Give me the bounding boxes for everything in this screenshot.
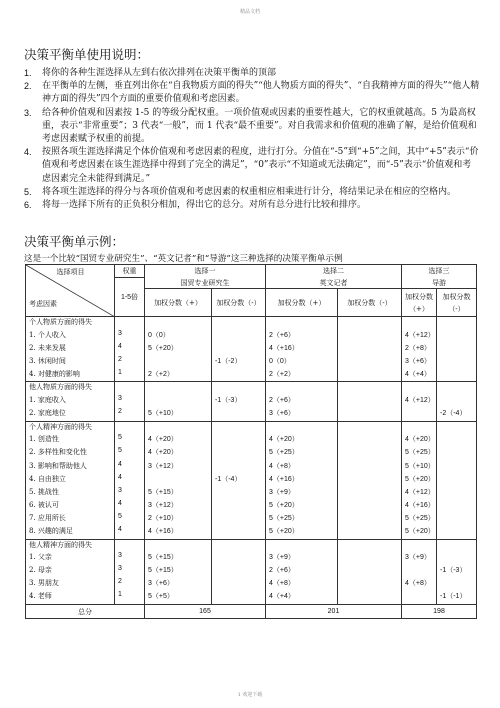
choice-3-minus-score	[437, 434, 477, 447]
choice-2-minus-score	[338, 408, 402, 421]
factor-label: 3. 影响和帮助他人	[26, 461, 115, 474]
empty-cell	[212, 382, 266, 395]
choice-3-minus-score	[437, 578, 477, 591]
instruction-text: 给各种价值观和因素按 1-5 的等级分配权重。一项价值观或因素的重要性越大，它的权重就越高。5 为最高权重，表示“非常重要”；3 代表“一般”，而 1 代表“最不重要”。对自我需求和价值观的准确了解，是给价值观和考虑因素赋予权重的前提。	[42, 107, 477, 145]
choice-3-plus-score	[402, 565, 437, 578]
instruction-item	[24, 186, 480, 199]
total-choice-1: 165	[145, 605, 266, 619]
header-choice-item: 选择项目	[56, 268, 85, 276]
factor-label: 2. 未来发展	[26, 343, 115, 356]
table-row	[26, 369, 477, 382]
empty-cell	[266, 539, 338, 552]
header-minus-score-choice-3: 加权分数（-）	[437, 289, 477, 317]
weight-value: 2	[115, 408, 145, 421]
choice-1-minus-score	[212, 552, 266, 565]
choice-1-plus-score: 2（+10）	[145, 513, 212, 526]
choice-2-minus-score	[338, 447, 402, 460]
factor-label: 1. 父亲	[26, 552, 115, 565]
empty-cell	[437, 539, 477, 552]
choice-3-minus-score	[437, 526, 477, 539]
choice-2-minus-score	[338, 461, 402, 474]
table-row	[26, 474, 477, 487]
table-row	[26, 447, 477, 460]
total-label: 总分	[26, 605, 145, 619]
choice-3-plus-score: 2（+8）	[402, 343, 437, 356]
weight-value: 3	[115, 565, 145, 578]
instruction-text: 将每一选择下所有的正负积分相加，得出它的总分。对所有总分进行比较和排序。	[42, 200, 367, 211]
header-factors: 考虑因素	[29, 300, 57, 308]
empty-cell	[402, 382, 437, 395]
empty-cell	[437, 421, 477, 434]
factor-label: 2. 多样性和变化性	[26, 447, 115, 460]
header-minus-score-choice-2: 加权分数（-）	[338, 289, 402, 317]
page-title: 决策平衡单使用说明：	[24, 47, 150, 62]
section-title: 个人物质方面的得失	[26, 317, 115, 330]
choice-2-minus-score	[338, 395, 402, 408]
choice-3-minus-score	[437, 356, 477, 369]
choice-2-plus-score: 4（+8）	[266, 461, 338, 474]
section-title: 个人精神方面的得失	[26, 421, 115, 434]
instruction-number: 6.	[24, 200, 32, 211]
choice-3-minus-score: -1（-1）	[437, 591, 477, 604]
weight-value: 4	[115, 461, 145, 474]
choice-3-minus-score	[437, 447, 477, 460]
choice-2-minus-score	[338, 356, 402, 369]
empty-cell	[338, 317, 402, 330]
header-plus-score-choice-3: 加权分数（+）	[402, 289, 437, 317]
instruction-text: 按照各项生涯选择满足个体价值观和考虑因素的程度，进行打分。分值在“-5”到“+5”之间，其中“+5”表示“价值观和考虑因素在该生涯选择中得到了完全的满足”，“0”表示“不知道或无法确定”，而“-5”表示“价值观和考虑因素完全未能得到满足。”	[42, 147, 479, 184]
choice-3-minus-score	[437, 343, 477, 356]
choice-3-minus-score	[437, 487, 477, 500]
section-row	[26, 382, 477, 395]
choice-1-plus-score: 3（+12）	[145, 500, 212, 513]
choice-1-minus-score: -1（-3）	[212, 395, 266, 408]
choice-3-minus-score	[437, 474, 477, 487]
choice-3-plus-score: 5（+25）	[402, 447, 437, 460]
table-row	[26, 356, 477, 369]
header-plus-score-choice-1: 加权分数（+）	[145, 289, 212, 317]
choice-1-plus-score: 2（+2）	[145, 369, 212, 382]
header-choice-2-label: 选择二	[266, 265, 402, 278]
choice-1-minus-score: -1（-4）	[212, 474, 266, 487]
choice-3-plus-score: 4（+16）	[402, 500, 437, 513]
choice-3-plus-score: 3（+6）	[402, 356, 437, 369]
instruction-number: 1.	[24, 68, 32, 78]
table-row	[26, 513, 477, 526]
choice-3-plus-score: 5（+20）	[402, 526, 437, 539]
header-choice-1-name: 国贸专业研究生	[145, 278, 266, 289]
choice-2-minus-score	[338, 578, 402, 591]
choice-3-minus-score	[437, 330, 477, 343]
choice-1-plus-score: 5（+15）	[145, 552, 212, 565]
empty-cell	[145, 539, 212, 552]
decision-balance-table	[25, 264, 477, 619]
instruction-item	[24, 199, 480, 212]
section-row	[26, 317, 477, 330]
choice-2-minus-score	[338, 474, 402, 487]
choice-2-plus-score: 4（+4）	[266, 591, 338, 604]
table-row	[26, 434, 477, 447]
choice-3-minus-score	[437, 552, 477, 565]
choice-3-minus-score	[437, 369, 477, 382]
table-row	[26, 552, 477, 565]
empty-cell	[338, 382, 402, 395]
total-choice-3: 198	[402, 605, 477, 619]
factor-label: 3. 男朋友	[26, 578, 115, 591]
table-row	[26, 343, 477, 356]
choice-3-minus-score	[437, 513, 477, 526]
choice-1-minus-score	[212, 487, 266, 500]
section-title: 他人物质方面的得失	[26, 382, 115, 395]
instruction-text: 将各项生涯选择的得分与各项价值观和考虑因素的权重相应相乘进行计分，将结果记录在相应的空格内。	[42, 186, 457, 197]
empty-cell	[145, 421, 212, 434]
choice-3-minus-score	[437, 461, 477, 474]
empty-cell	[145, 382, 212, 395]
header-diagonal-cell	[26, 265, 115, 317]
choice-1-minus-score	[212, 343, 266, 356]
choice-3-plus-score: 4（+8）	[402, 578, 437, 591]
choice-3-plus-score	[402, 591, 437, 604]
table-row	[26, 500, 477, 513]
empty-cell	[212, 421, 266, 434]
choice-3-plus-score	[402, 408, 437, 421]
choice-1-minus-score	[212, 447, 266, 460]
empty-cell	[212, 317, 266, 330]
choice-3-minus-score: -1（-3）	[437, 565, 477, 578]
weight-value: 4	[115, 343, 145, 356]
empty-cell	[266, 421, 338, 434]
header-weight-range: 1-5倍	[115, 278, 145, 317]
choice-1-minus-score	[212, 578, 266, 591]
empty-cell	[266, 317, 338, 330]
choice-1-plus-score: 5（+15）	[145, 487, 212, 500]
choice-2-plus-score: 3（+6）	[266, 408, 338, 421]
table-row	[26, 395, 477, 408]
choice-1-minus-score	[212, 500, 266, 513]
choice-3-plus-score: 5（+10）	[402, 461, 437, 474]
choice-1-plus-score: 5（+5）	[145, 591, 212, 604]
choice-2-plus-score: 5（+20）	[266, 526, 338, 539]
choice-2-plus-score: 2（+2）	[266, 369, 338, 382]
choice-2-minus-score	[338, 513, 402, 526]
empty-cell	[212, 539, 266, 552]
choice-1-plus-score: 5（+10）	[145, 408, 212, 421]
factor-label: 4. 对健康的影响	[26, 369, 115, 382]
empty-cell	[402, 317, 437, 330]
choice-2-minus-score	[338, 526, 402, 539]
choice-3-minus-score	[437, 500, 477, 513]
header-watermark: 精品文档	[239, 9, 260, 15]
choice-2-minus-score	[338, 434, 402, 447]
choice-1-plus-score: 3（+12）	[145, 461, 212, 474]
choice-1-plus-score	[145, 395, 212, 408]
weight-value: 2	[115, 578, 145, 591]
choice-1-minus-score: -1（-2）	[212, 356, 266, 369]
choice-2-minus-score	[338, 500, 402, 513]
choice-3-minus-score: -2（-4）	[437, 408, 477, 421]
factor-label: 1. 创造性	[26, 434, 115, 447]
choice-1-plus-score	[145, 356, 212, 369]
choice-3-plus-score: 5（+20）	[402, 474, 437, 487]
table-row	[26, 591, 477, 604]
total-row	[26, 605, 477, 619]
instruction-item	[24, 146, 480, 186]
choice-2-minus-score	[338, 369, 402, 382]
weight-value: 3	[115, 330, 145, 343]
choice-2-minus-score	[338, 552, 402, 565]
empty-cell	[115, 539, 145, 552]
choice-2-minus-score	[338, 565, 402, 578]
choice-1-minus-score	[212, 330, 266, 343]
header-weight: 权重	[115, 265, 145, 278]
instruction-number: 4.	[24, 147, 32, 158]
choice-2-plus-score: 2（+6）	[266, 565, 338, 578]
weight-value: 3	[115, 552, 145, 565]
empty-cell	[437, 317, 477, 330]
table-row	[26, 487, 477, 500]
choice-1-minus-score	[212, 434, 266, 447]
weight-value: 3	[115, 395, 145, 408]
empty-cell	[402, 539, 437, 552]
choice-3-plus-score: 5（+25）	[402, 513, 437, 526]
choice-3-plus-score: 4（+20）	[402, 434, 437, 447]
header-plus-score-choice-2: 加权分数（+）	[266, 289, 338, 317]
choice-2-plus-score: 5（+25）	[266, 447, 338, 460]
choice-3-minus-score	[437, 395, 477, 408]
choice-2-plus-score: 0（0）	[266, 356, 338, 369]
factor-label: 8. 兴趣的满足	[26, 526, 115, 539]
weight-value: 2	[115, 356, 145, 369]
factor-label: 2. 母亲	[26, 565, 115, 578]
factor-label: 5. 挑战性	[26, 487, 115, 500]
table-row	[26, 565, 477, 578]
table-row	[26, 330, 477, 343]
header-choice-1-label: 选择一	[145, 265, 266, 278]
header-choice-3-name: 导游	[402, 278, 477, 289]
choice-1-plus-score: 3（+6）	[145, 578, 212, 591]
choice-2-plus-score: 4（+8）	[266, 578, 338, 591]
section-row	[26, 539, 477, 552]
header-choice-2-name: 英文记者	[266, 278, 402, 289]
factor-label: 4. 自由独立	[26, 474, 115, 487]
choice-3-plus-score: 4（+4）	[402, 369, 437, 382]
weight-value: 3	[115, 487, 145, 500]
choice-1-plus-score: 4（+16）	[145, 526, 212, 539]
empty-cell	[437, 382, 477, 395]
choice-2-plus-score: 4（+20）	[266, 434, 338, 447]
example-title: 决策平衡单示例：	[24, 234, 125, 249]
choice-1-plus-score	[145, 474, 212, 487]
empty-cell	[338, 539, 402, 552]
section-row	[26, 421, 477, 434]
choice-2-plus-score: 5（+25）	[266, 513, 338, 526]
total-choice-2: 201	[266, 605, 402, 619]
instructions-list	[24, 67, 480, 212]
choice-2-plus-score: 3（+9）	[266, 552, 338, 565]
choice-2-plus-score: 3（+9）	[266, 487, 338, 500]
choice-2-minus-score	[338, 330, 402, 343]
factor-label: 4. 老师	[26, 591, 115, 604]
header-minus-score-choice-1: 加权分数（-）	[212, 289, 266, 317]
choice-1-plus-score: 4（+20）	[145, 434, 212, 447]
weight-value: 4	[115, 474, 145, 487]
instruction-number: 5.	[24, 186, 32, 197]
choice-1-minus-score	[212, 526, 266, 539]
table-row	[26, 578, 477, 591]
choice-2-plus-score: 4（+16）	[266, 343, 338, 356]
choice-2-plus-score: 2（+6）	[266, 395, 338, 408]
empty-cell	[115, 421, 145, 434]
choice-1-minus-score	[212, 408, 266, 421]
choice-1-plus-score: 5（+20）	[145, 343, 212, 356]
choice-3-plus-score: 3（+9）	[402, 552, 437, 565]
factor-label: 6. 被认可	[26, 500, 115, 513]
table-row	[26, 526, 477, 539]
table-row	[26, 461, 477, 474]
weight-value: 5	[115, 513, 145, 526]
table-row	[26, 408, 477, 421]
choice-2-plus-score: 5（+20）	[266, 500, 338, 513]
empty-cell	[115, 382, 145, 395]
example-intro: 这是一个比较“国贸专业研究生”、“英文记者”和“导游”这三种选择的决策平衡单示例	[24, 254, 343, 264]
header-choice-3-label: 选择三	[402, 265, 477, 278]
choice-3-plus-score: 4（+12）	[402, 330, 437, 343]
choice-1-minus-score	[212, 461, 266, 474]
footer-watermark: 1 欢迎下载	[237, 692, 263, 698]
instruction-item	[24, 67, 480, 80]
instruction-number: 2.	[24, 81, 32, 92]
weight-value: 4	[115, 526, 145, 539]
weight-value: 5	[115, 434, 145, 447]
weight-value: 4	[115, 500, 145, 513]
choice-3-plus-score: 4（+12）	[402, 395, 437, 408]
instruction-item	[24, 80, 480, 106]
section-title: 他人精神方面的得失	[26, 539, 115, 552]
choice-1-minus-score	[212, 591, 266, 604]
instruction-text: 在平衡单的左侧，垂直列出你在“自我物质方面的得失”“他人物质方面的得失”、“自我精神方面的得失”“他人精神方面的得失”四个方面的重要价值观和考虑因素。	[42, 81, 480, 105]
factor-label: 7. 应用所长	[26, 513, 115, 526]
choice-1-minus-score	[212, 513, 266, 526]
choice-1-minus-score	[212, 369, 266, 382]
choice-2-minus-score	[338, 343, 402, 356]
empty-cell	[145, 317, 212, 330]
weight-value: 5	[115, 447, 145, 460]
empty-cell	[338, 421, 402, 434]
factor-label: 3. 休闲时间	[26, 356, 115, 369]
choice-3-plus-score: 4（+12）	[402, 487, 437, 500]
choice-2-plus-score: 4（+16）	[266, 474, 338, 487]
choice-1-plus-score: 4（+20）	[145, 447, 212, 460]
choice-1-plus-score: 0（0）	[145, 330, 212, 343]
factor-label: 2. 家庭地位	[26, 408, 115, 421]
empty-cell	[266, 382, 338, 395]
empty-cell	[402, 421, 437, 434]
choice-2-minus-score	[338, 591, 402, 604]
choice-2-plus-score: 2（+6）	[266, 330, 338, 343]
instruction-number: 3.	[24, 107, 32, 118]
choice-2-minus-score	[338, 487, 402, 500]
choice-1-plus-score: 5（+15）	[145, 565, 212, 578]
instruction-text: 将你的各种生涯选择从左到右依次排列在决策平衡单的顶部	[42, 68, 277, 78]
factor-label: 1. 个人收入	[26, 330, 115, 343]
weight-value: 1	[115, 369, 145, 382]
weight-value: 1	[115, 591, 145, 604]
instruction-item	[24, 107, 480, 147]
empty-cell	[115, 317, 145, 330]
factor-label: 1. 家庭收入	[26, 395, 115, 408]
choice-1-minus-score	[212, 565, 266, 578]
